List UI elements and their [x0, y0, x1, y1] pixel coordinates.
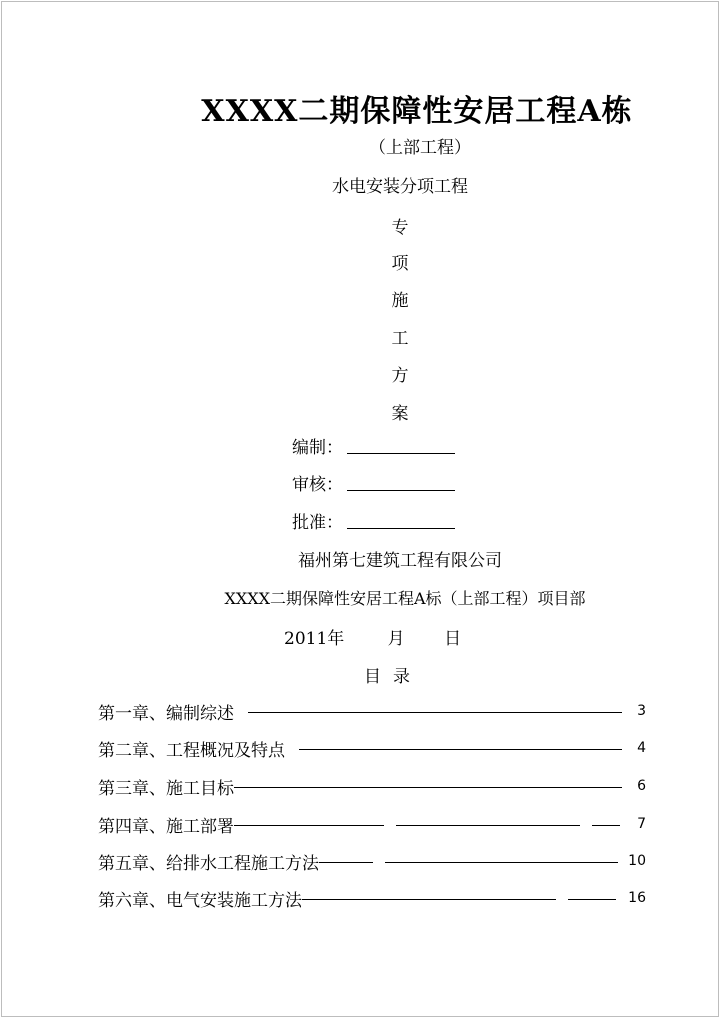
toc-leader — [234, 787, 622, 788]
date-line — [284, 624, 461, 649]
toc-entry-page: 4 — [637, 740, 646, 756]
toc-entry[interactable] — [98, 849, 646, 873]
toc-title: 目录 — [364, 667, 422, 687]
toc-entry[interactable] — [98, 886, 646, 910]
vertical-title-char: 工 — [391, 329, 409, 349]
toc-entry-label: 第六章、电气安装施工方法 — [98, 890, 302, 911]
toc-leader — [299, 749, 622, 750]
toc-entry[interactable] — [98, 699, 646, 723]
document-title: XXXX二期保障性安居工程A栋 — [201, 94, 633, 129]
signature-approved-row — [292, 509, 455, 533]
toc-leader — [319, 862, 373, 863]
toc-entry-label: 第四章、施工部署 — [98, 816, 234, 837]
signature-label: 审核： — [292, 475, 343, 495]
vertical-title-char: 项 — [391, 254, 409, 274]
signature-label: 编制： — [292, 438, 343, 458]
toc-leader — [396, 825, 580, 826]
toc-entry-label: 第三章、施工目标 — [98, 778, 234, 799]
toc-entry-label: 第一章、编制综述 — [98, 703, 234, 724]
toc-entry-page: 6 — [637, 778, 646, 794]
signature-reviewed-row — [292, 471, 455, 495]
toc-entry[interactable] — [98, 736, 646, 760]
document-subtitle: （上部工程） — [369, 138, 471, 158]
vertical-title-char: 施 — [391, 291, 409, 311]
toc-entry-label: 第五章、给排水工程施工方法 — [98, 853, 319, 874]
vertical-title-char: 专 — [391, 218, 409, 238]
toc-entry-page: 10 — [628, 853, 646, 869]
signature-label: 批准： — [292, 513, 343, 533]
toc-leader — [234, 825, 384, 826]
toc-leader — [568, 899, 616, 900]
section-name: 水电安装分项工程 — [332, 177, 468, 197]
toc-entry[interactable] — [98, 774, 646, 798]
toc-entry-page: 3 — [637, 703, 646, 719]
toc-leader — [248, 712, 622, 713]
vertical-title-char: 方 — [391, 366, 409, 386]
company-name: 福州第七建筑工程有限公司 — [298, 551, 502, 571]
toc-leader — [302, 899, 556, 900]
date-day: 日 — [444, 629, 462, 649]
toc-entry-label: 第二章、工程概况及特点 — [98, 740, 285, 761]
toc-leader — [385, 862, 618, 863]
date-month: 月 — [387, 629, 405, 649]
project-department: XXXX二期保障性安居工程A标（上部工程）项目部 — [224, 589, 586, 608]
signature-line — [347, 527, 455, 529]
signature-compiled-row — [292, 434, 455, 458]
toc-entry-page: 16 — [628, 890, 646, 906]
toc-entry-page: 7 — [637, 816, 646, 832]
document-page — [1, 1, 719, 1017]
toc-leader — [592, 825, 620, 826]
signature-line — [347, 489, 455, 491]
toc-entry[interactable] — [98, 812, 646, 836]
signature-line — [347, 452, 455, 454]
date-year: 2011年 — [284, 629, 345, 649]
vertical-title-char: 案 — [391, 404, 409, 424]
